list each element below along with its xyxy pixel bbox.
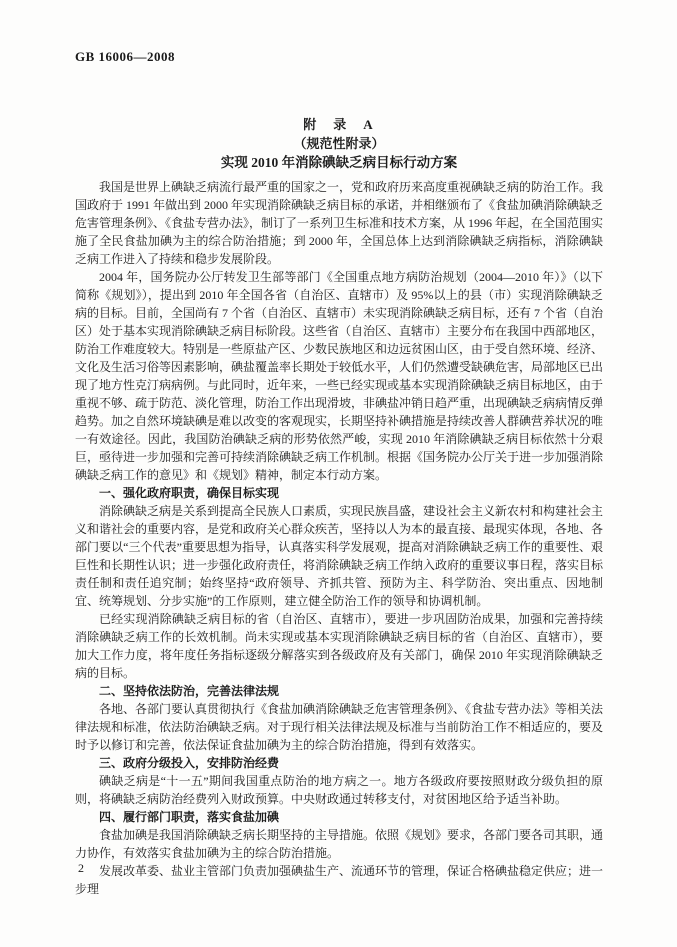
body-paragraph: 已经实现消除碘缺乏病目标的省（自治区、直辖市），要进一步巩固防治成果，加强和完善持续消除碘缺乏病工作的长效机制。尚未实现或基本实现消除碘缺乏病目标的省（自治区、直辖市），要加大工作力度，将年度任务指标逐级分解落实到各级政府及有关部门，确保 2010 年实现消除碘缺乏病的目标。 <box>75 612 603 680</box>
body-paragraph: 食盐加碘是我国消除碘缺乏病长期坚持的主导措施。依照《规划》要求，各部门要各司其职，通力协作，有效落实食盐加碘为主的综合防治措施。 <box>75 828 604 860</box>
page-number: 2 <box>78 861 84 875</box>
body-paragraph: 2004 年，国务院办公厅转发卫生部等部门《全国重点地方病防治规划（2004—2010 年）》（以下简称《规划》），提出到 2010 年全国各省（自治区、直辖市）及 95%以上的县（市）实现消除碘缺乏病的目标。目前，全国尚有 7 个省（自治区、直辖市）未实现消除碘缺乏病目标，还有 7 个省（自治区）处于基本实现消除碘缺乏病目标阶段。这些省（自治区、直辖市）主要分布在我国中西部地区，防治工作难度较大。特别是一些原盐产区、少数民族地区和边远贫困山区，由于受自然环境、经济、文化及生活习俗等因素影响，碘盐覆盖率长期处于较低水平，人们仍然遭受缺碘危害，局部地区已出现了地方性克汀病病例。与此同时，近年来，一些已经实现或基本实现消除碘缺乏病目标地区，由于重视不够、疏于防范、淡化管理，防治工作出现滑坡，非碘盐冲销日趋严重，出现碘缺乏病病情反弹趋势。加之自然环境缺碘是难以改变的客观现实，长期坚持补碘措施是持续改善人群碘营养状况的唯一有效途径。因此，我国防治碘缺乏病的形势依然严峻，实现 2010 年消除碘缺乏病目标依然十分艰巨，亟待进一步加强和完善可持续消除碘缺乏病工作机制。根据《国务院办公厅关于进一步加强消除碘缺乏病工作的意见》和《规划》精神，制定本行动方案。 <box>75 270 604 482</box>
standard-number: GB 16006—2008 <box>75 49 176 64</box>
section-heading: 三、政府分级投入，安排防治经费 <box>99 756 280 770</box>
body-paragraph: 发展改革委、盐业主管部门负责加强碘盐生产、流通环节的管理，保证合格碘盐稳定供应；进一步理 <box>75 864 604 896</box>
appendix-title: 实现 2010 年消除碘缺乏病目标行动方案 <box>220 155 458 170</box>
appendix-title-block <box>75 115 603 173</box>
body-paragraph: 我国是世界上碘缺乏病流行最严重的国家之一，党和政府历来高度重视碘缺乏病的防治工作。我国政府于 1991 年做出到 2000 年实现消除碘缺乏病目标的承诺，并相继颁布了《食盐加碘消除碘缺乏危害管理条例》、《食盐专营办法》，制订了一系列卫生标准和技术方案，从 1996 年起，在全国范围实施了全民食盐加碘为主的综合防治措施；到 2000 年，全国总体上达到消除碘缺乏病指标，消除碘缺乏病工作进入了持续和稳步发展阶段。 <box>75 180 604 266</box>
appendix-type-note: （规范性附录） <box>293 136 385 151</box>
section-heading: 一、强化政府职责，确保目标实现 <box>99 486 280 500</box>
body-paragraph: 碘缺乏病是“十一五”期间我国重点防治的地方病之一。地方各级政府要按照财政分级负担的原则，将碘缺乏病防治经费列入财政预算。中央财政通过转移支付，对贫困地区给予适当补助。 <box>75 774 603 806</box>
document-content <box>75 178 603 898</box>
body-paragraph: 各地、各部门要认真贯彻执行《食盐加碘消除碘缺乏危害管理条例》、《食盐专营办法》等相关法律法规和标准，依法防治碘缺乏病。对于现行相关法律法规及标准与当前防治工作不相适应的，要及时予以修订和完善，依法保证食盐加碘为主的综合防治措施，得到有效落实。 <box>75 702 604 752</box>
appendix-label: 附 录 A <box>303 117 375 132</box>
section-heading: 四、履行部门职责，落实食盐加碘 <box>99 810 280 824</box>
body-paragraph: 消除碘缺乏病是关系到提高全民族人口素质，实现民族昌盛，建设社会主义新农村和构建社会主义和谐社会的重要内容，是党和政府关心群众疾苦，坚持以人为本的最直接、最现实体现，各地、各部门要以“三个代表”重要思想为指导，认真落实科学发展观，提高对消除碘缺乏病工作的重要性、艰巨性和长期性认识；进一步强化政府责任，将消除碘缺乏病工作纳入政府的重要议事日程，落实目标责任制和责任追究制；始终坚持“政府领导、齐抓共管、预防为主、科学防治、突出重点、因地制宜、统筹规划、分步实施”的工作原则，建立健全防治工作的领导和协调机制。 <box>75 504 604 608</box>
section-heading: 二、坚持依法防治，完善法律法规 <box>99 684 280 698</box>
